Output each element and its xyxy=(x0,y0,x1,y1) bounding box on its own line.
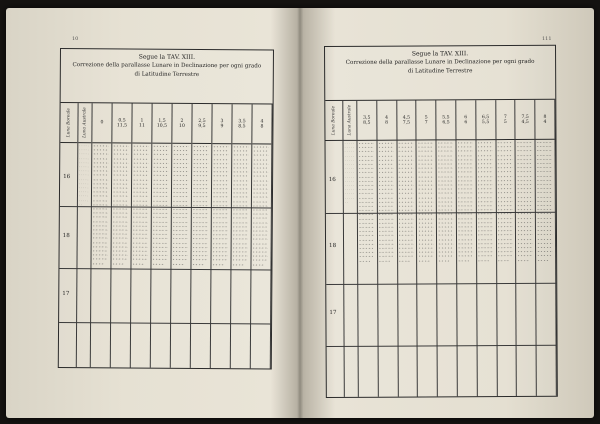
column-header xyxy=(377,101,396,141)
table-column xyxy=(397,101,418,397)
correction-table xyxy=(324,45,558,398)
figure-texture: •·• •·• •·• •·• •·• •·• •·• •·• •·• •·• •·• •·• •·• •·• •·• •·• •·• •·• •·• •·• •·• •·• •·• •·• •·• •·• •·• •·• •·• •·• •·• •·• •·• •·• •·• •·• •·• •·• •·• •·• •·• •·• •·• •·• •·• •·• •·• •·• •·• •·• •·• •·• •·• •·• •·• •·• •·• •·• •·• •·• •·• •·• •·• •·• •·• •·• •·• •·• •·• •·• •·• •·• xyxy=(497,141,513,263)
degree-mark: 16 xyxy=(328,176,336,183)
figure-texture: •·• •·• •·• •·• •·• •·• •·• •·• •·• •·• •·• •·• •·• •·• •·• •·• •·• •·• •·• •·• •·• •·• •·• •·• •·• •·• •·• •·• •·• •·• •·• •·• •·• •·• •·• •·• •·• •·• •·• •·• •·• •·• •·• •·• •·• •·• •·• •·• •·• •·• •·• •·• •·• •·• •·• •·• •·• •·• •·• •·• •·• •·• •·• •·• •·• •·• •·• •·• •·• •·• •·• •·• xyxy=(398,141,415,264)
column-header-value: 5 7 xyxy=(424,114,428,125)
figure-texture: •·• •·• •·• •·• •·• •·• •·• •·• •·• •·• •·• •·• •·• •·• •·• •·• •·• •·• •·• •·• •·• •·• •·• •·• •·• •·• •·• •·• •·• •·• •·• •·• •·• •·• •·• •·• •·• •·• •·• •·• •·• •·• •·• •·• •·• •·• •·• •·• •·• •·• •·• •·• •·• •·• •·• •·• •·• •·• •·• •·• •·• •·• •·• •·• •·• •·• •·• •·• •·• •·• •·• •·• xyxy=(358,141,375,264)
table-subtitle: Correzione della parallasse Lunare in Declinazione per ogni grado xyxy=(345,58,535,66)
table-column xyxy=(151,104,173,368)
table-title: Segue la TAV. XIII. xyxy=(411,50,469,58)
column-header-value: 8 4 xyxy=(543,114,547,125)
book-spread xyxy=(6,8,594,418)
figure-texture: •·• •·• •·• •·• •·• •·• •·• •·• •·• •·• •·• •·• •·• •·• •·• •·• •·• •·• •·• •·• •·• •·• •·• •·• •·• •·• •·• •·• •·• •·• •·• •·• •·• •·• •·• •·• •·• •·• •·• •·• •·• •·• •·• •·• •·• •·• •·• •·• •·• •·• •·• •·• •·• •·• •·• •·• •·• •·• •·• •·• •·• •·• •·• •·• •·• •·• •·• •·• •·• •·• •·• •·• xyxy=(132,144,149,267)
table-column xyxy=(377,101,398,397)
figure-texture: •·• •·• •·• •·• •·• •·• •·• •·• •·• •·• •·• •·• •·• •·• •·• •·• •·• •·• •·• •·• •·• •·• •·• •·• •·• •·• •·• •·• •·• •·• •·• •·• •·• •·• •·• •·• •·• •·• •·• •·• •·• •·• •·• •·• •·• •·• •·• •·• •·• •·• •·• •·• •·• •·• •·• •·• •·• •·• •·• •·• •·• •·• •·• •·• •·• •·• •·• •·• •·• •·• •·• •·• xyxy=(516,140,533,263)
table-column xyxy=(191,104,213,368)
figure-texture: •·• •·• •·• •·• •·• •·• •·• •·• •·• •·• •·• •·• •·• •·• •·• •·• •·• •·• •·• •·• •·• •·• •·• •·• •·• •·• •·• •·• •·• •·• •·• •·• •·• •·• •·• •·• •·• •·• •·• •·• •·• •·• •·• •·• •·• •·• •·• •·• •·• •·• •·• •·• •·• •·• •·• •·• •·• •·• •·• •·• •·• •·• •·• •·• •·• •·• •·• •·• •·• •·• •·• •·• xyxy=(92,144,109,266)
figure-texture: •·• •·• •·• •·• •·• •·• •·• •·• •·• •·• •·• •·• •·• •·• •·• •·• •·• •·• •·• •·• •·• •·• •·• •·• •·• •·• •·• •·• •·• •·• •·• •·• •·• •·• •·• •·• •·• •·• •·• •·• •·• •·• •·• •·• •·• •·• •·• •·• •·• •·• •·• •·• •·• •·• •·• •·• •·• •·• •·• •·• •·• •·• •·• •·• •·• •·• •·• •·• •·• •·• •·• •·• xyxy=(536,140,553,263)
column-header xyxy=(417,100,436,140)
figure-texture: · · · · · · · · · · · · · · · · · · · · · · · · · · · · · · · · · · · · · · · · · · · · · · · · · · · · · · · · · · · · · · · · · · · · · · · · xyxy=(344,141,355,205)
column-header-value: 5,5 6,5 xyxy=(442,114,450,125)
table-column xyxy=(251,104,273,368)
column-header xyxy=(192,104,211,144)
figure-texture: •·• •·• •·• •·• •·• •·• •·• •·• •·• •·• •·• •·• •·• •·• •·• •·• •·• •·• •·• •·• •·• •·• •·• •·• •·• •·• •·• •·• •·• •·• •·• •·• •·• •·• •·• •·• •·• •·• •·• •·• •·• •·• •·• •·• •·• •·• •·• •·• •·• •·• •·• •·• •·• •·• •·• •·• •·• •·• •·• •·• •·• •·• •·• •·• •·• •·• •·• •·• •·• •·• •·• •·• xyxy=(152,144,169,267)
figure-texture: •·• •·• •·• •·• •·• •·• •·• •·• •·• •·• •·• •·• •·• •·• •·• •·• •·• •·• •·• •·• •·• •·• •·• •·• •·• •·• •·• •·• •·• •·• •·• •·• •·• •·• •·• •·• •·• •·• •·• •·• •·• •·• •·• •·• •·• •·• •·• •·• •·• •·• •·• •·• •·• •·• •·• •·• •·• •·• •·• •·• •·• •·• •·• •·• •·• •·• •·• •·• •·• •·• •·• •·• xyxy=(417,141,434,264)
column-header-value: 6,5 5,5 xyxy=(481,114,490,125)
column-header xyxy=(535,100,554,140)
left-page xyxy=(6,8,294,418)
column-header-value: 2,5 9,5 xyxy=(198,118,206,129)
figure-texture: •·• •·• •·• •·• •·• •·• •·• •·• •·• •·• •·• •·• •·• •·• •·• •·• •·• •·• •·• •·• •·• •·• •·• •·• •·• •·• •·• •·• •·• •·• •·• •·• •·• •·• •·• •·• •·• •·• •·• •·• •·• •·• •·• •·• •·• •·• •·• •·• •·• •·• •·• •·• •·• •·• •·• •·• •·• •·• •·• •·• •·• •·• •·• •·• •·• •·• •·• •·• •·• •·• •·• •·• xyxy=(437,141,454,264)
table-subtitle-2: di Latitudine Terrestre xyxy=(134,71,200,78)
table-column xyxy=(111,103,133,367)
row-header-label: Luna Boreale xyxy=(331,105,337,136)
table-title: Segue la TAV. XIII. xyxy=(138,53,196,61)
column-header xyxy=(132,104,151,144)
column-header-value: 0 xyxy=(100,120,104,126)
degree-mark: 18 xyxy=(329,243,337,250)
table-column xyxy=(343,101,359,397)
table-column xyxy=(131,104,153,368)
correction-table xyxy=(58,48,274,369)
column-header-value: 7,5 4,5 xyxy=(521,114,529,125)
table-column xyxy=(476,100,497,396)
figure-texture: •·• •·• •·• •·• •·• •·• •·• •·• •·• •·• •·• •·• •·• •·• •·• •·• •·• •·• •·• •·• •·• •·• •·• •·• •·• •·• •·• •·• •·• •·• •·• •·• •·• •·• •·• •·• •·• •·• •·• •·• •·• •·• •·• •·• •·• •·• •·• •·• •·• •·• •·• •·• •·• •·• •·• •·• •·• •·• •·• •·• •·• •·• •·• •·• •·• •·• •·• •·• •·• •·• •·• •·• xyxy=(112,144,129,267)
column-header xyxy=(343,101,356,141)
table-column xyxy=(456,100,477,396)
table-subtitle: Correzione della parallasse Lunare in Declinazione per ogni grado xyxy=(72,62,262,70)
page-number: 111 xyxy=(542,36,552,42)
table-column xyxy=(535,100,556,396)
column-header-value: 3,5 8,5 xyxy=(238,118,246,129)
column-header xyxy=(212,104,231,144)
table-column xyxy=(211,104,233,368)
column-header xyxy=(496,100,515,140)
row-header-label: Luna Australe xyxy=(347,105,353,136)
table-column xyxy=(516,100,537,396)
column-header xyxy=(172,104,191,144)
column-header-value: 7 5 xyxy=(503,114,507,125)
figure-texture: •·• •·• •·• •·• •·• •·• •·• •·• •·• •·• •·• •·• •·• •·• •·• •·• •·• •·• •·• •·• •·• •·• •·• •·• •·• •·• •·• •·• •·• •·• •·• •·• •·• •·• •·• •·• •·• •·• •·• •·• •·• •·• •·• •·• •·• •·• •·• •·• •·• •·• •·• •·• •·• •·• •·• •·• •·• •·• •·• •·• •·• •·• •·• •·• •·• •·• •·• •·• •·• •·• •·• •·• xyxy=(192,144,209,267)
degree-mark: 17 xyxy=(62,290,70,297)
column-header xyxy=(397,101,416,141)
figure-texture: •·• •·• •·• •·• •·• •·• •·• •·• •·• •·• •·• •·• •·• •·• •·• •·• •·• •·• •·• •·• •·• •·• •·• •·• •·• •·• •·• •·• •·• •·• •·• •·• •·• •·• •·• •·• •·• •·• •·• •·• •·• •·• •·• •·• •·• •·• •·• •·• •·• •·• •·• •·• •·• •·• •·• •·• •·• •·• •·• •·• •·• •·• •·• •·• •·• •·• •·• •·• •·• •·• •·• •·• xyxy=(252,145,269,268)
page-number: 10 xyxy=(72,36,79,42)
column-header-value: 3,5 8,5 xyxy=(363,115,371,126)
row-header-label: Luna Boreale xyxy=(66,107,72,138)
column-header xyxy=(252,104,271,144)
column-header xyxy=(456,100,475,140)
table-column xyxy=(436,100,457,396)
column-header xyxy=(60,103,77,143)
table-column xyxy=(417,100,438,396)
table-header xyxy=(325,46,555,101)
table-column xyxy=(496,100,517,396)
table-subtitle-2: di Latitudine Terrestre xyxy=(407,68,473,75)
figure-texture: •·• •·• •·• •·• •·• •·• •·• •·• •·• •·• •·• •·• •·• •·• •·• •·• •·• •·• •·• •·• •·• •·• •·• •·• •·• •·• •·• •·• •·• •·• •·• •·• •·• •·• •·• •·• •·• •·• •·• •·• •·• •·• •·• •·• •·• •·• •·• •·• •·• •·• •·• •·• •·• •·• •·• •·• •·• •·• •·• •·• •·• •·• •·• •·• •·• •·• •·• •·• •·• •·• •·• •·• xyxy=(457,141,474,263)
figure-texture: •·• •·• •·• •·• •·• •·• •·• •·• •·• •·• •·• •·• •·• •·• •·• •·• •·• •·• •·• •·• •·• •·• •·• •·• •·• •·• •·• •·• •·• •·• •·• •·• •·• •·• •·• •·• •·• •·• •·• •·• •·• •·• •·• •·• •·• •·• •·• •·• •·• •·• •·• •·• •·• •·• •·• •·• •·• •·• •·• •·• •·• •·• •·• •·• •·• •·• •·• •·• •·• •·• •·• •·• xyxy=(477,141,494,263)
column-header-value: 4 8 xyxy=(385,115,389,126)
table-header xyxy=(61,49,273,104)
row-header-label: Luna Australe xyxy=(82,107,88,139)
table-column xyxy=(231,104,253,368)
column-header xyxy=(152,104,171,144)
column-header xyxy=(476,100,495,140)
column-header xyxy=(112,103,131,143)
column-header xyxy=(232,104,251,144)
column-header xyxy=(357,101,376,141)
figure-texture: · · · · · · · · · · · · · · · · · · · · · · · · · · · · · · · · · · · · · · · · · · · · · · · · · · · · · · · · · · · · · · · · · · · · · · · · xyxy=(78,144,89,208)
column-header xyxy=(516,100,535,140)
degree-mark: 17 xyxy=(329,309,337,316)
degree-mark: 18 xyxy=(62,232,70,239)
column-header-value: 4 8 xyxy=(260,118,264,129)
column-header-value: 0,5 11,5 xyxy=(116,117,128,128)
table-column xyxy=(357,101,378,397)
table-grid xyxy=(59,103,273,368)
right-page xyxy=(302,8,594,418)
figure-texture: •·• •·• •·• •·• •·• •·• •·• •·• •·• •·• •·• •·• •·• •·• •·• •·• •·• •·• •·• •·• •·• •·• •·• •·• •·• •·• •·• •·• •·• •·• •·• •·• •·• •·• •·• •·• •·• •·• •·• •·• •·• •·• •·• •·• •·• •·• •·• •·• •·• •·• •·• •·• •·• •·• •·• •·• •·• •·• •·• •·• •·• •·• •·• •·• •·• •·• •·• •·• •·• •·• •·• •·• xyxy=(172,144,189,267)
figure-texture: •·• •·• •·• •·• •·• •·• •·• •·• •·• •·• •·• •·• •·• •·• •·• •·• •·• •·• •·• •·• •·• •·• •·• •·• •·• •·• •·• •·• •·• •·• •·• •·• •·• •·• •·• •·• •·• •·• •·• •·• •·• •·• •·• •·• •·• •·• •·• •·• •·• •·• •·• •·• •·• •·• •·• •·• •·• •·• •·• •·• •·• •·• •·• •·• •·• •·• •·• •·• •·• •·• •·• •·• xyxy=(212,145,229,267)
figure-texture: •·• •·• •·• •·• •·• •·• •·• •·• •·• •·• •·• •·• •·• •·• •·• •·• •·• •·• •·• •·• •·• •·• •·• •·• •·• •·• •·• •·• •·• •·• •·• •·• •·• •·• •·• •·• •·• •·• •·• •·• •·• •·• •·• •·• •·• •·• •·• •·• •·• •·• •·• •·• •·• •·• •·• •·• •·• •·• •·• •·• •·• •·• •·• •·• •·• •·• •·• •·• •·• •·• •·• •·• xyxy=(232,145,249,267)
column-header xyxy=(92,103,111,143)
column-header xyxy=(78,103,91,143)
table-column xyxy=(171,104,193,368)
table-column xyxy=(91,103,113,367)
column-header-value: 4,5 7,5 xyxy=(402,115,411,126)
column-header-value: 2 10 xyxy=(179,118,185,129)
figure-texture: •·• •·• •·• •·• •·• •·• •·• •·• •·• •·• •·• •·• •·• •·• •·• •·• •·• •·• •·• •·• •·• •·• •·• •·• •·• •·• •·• •·• •·• •·• •·• •·• •·• •·• •·• •·• •·• •·• •·• •·• •·• •·• •·• •·• •·• •·• •·• •·• •·• •·• •·• •·• •·• •·• •·• •·• •·• •·• •·• •·• •·• •·• •·• •·• •·• •·• •·• •·• •·• •·• •·• •·• xyxy=(378,141,395,264)
column-header-value: 1,5 10,5 xyxy=(156,118,168,129)
column-header xyxy=(436,100,455,140)
column-header-value: 6 6 xyxy=(464,114,468,125)
column-header-value: 1 11 xyxy=(139,118,145,129)
column-header-value: 3 9 xyxy=(220,118,224,129)
table-grid xyxy=(325,100,557,397)
degree-mark: 16 xyxy=(63,174,71,181)
column-header xyxy=(325,101,342,141)
